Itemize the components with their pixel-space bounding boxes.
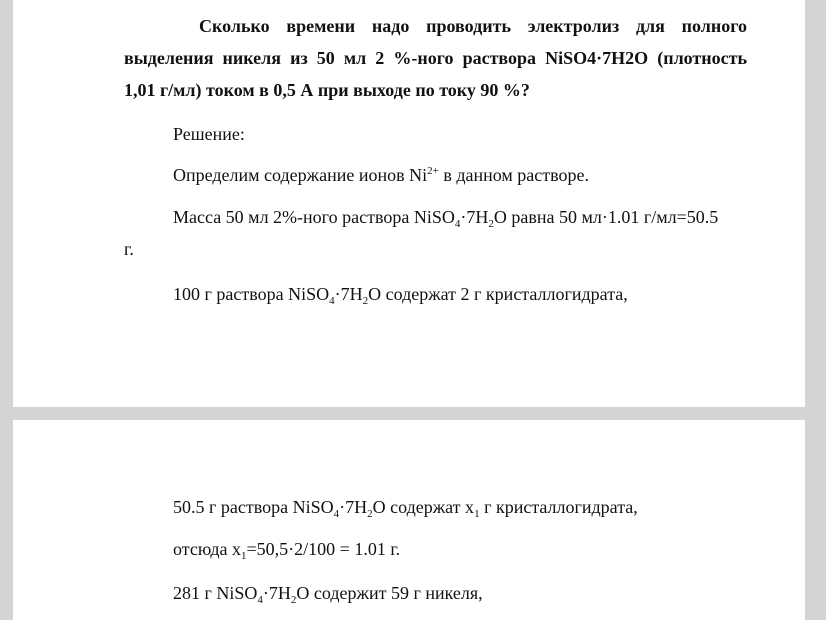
subscript-x1: 1 bbox=[474, 508, 480, 520]
hence-text-a: отсюда x bbox=[173, 539, 242, 559]
intro-text: Определим содержание ионов Ni bbox=[173, 165, 428, 185]
ion-charge: 2+ bbox=[427, 165, 439, 177]
hence-line bbox=[173, 537, 400, 561]
nickel-text-a: 281 г NiSO bbox=[173, 583, 258, 603]
solution-heading: Решение: bbox=[173, 124, 245, 144]
fifty-text-a: 50.5 г раствора NiSO bbox=[173, 497, 334, 517]
subscript-2: 2 bbox=[362, 295, 369, 307]
fifty-grams-line bbox=[173, 495, 638, 519]
fifty-text-c: O содержат x bbox=[372, 497, 475, 517]
hundred-text-b: ·7H bbox=[334, 284, 363, 304]
fifty-text-b: ·7H bbox=[339, 497, 368, 517]
subscript-4: 4 bbox=[257, 594, 263, 606]
fifty-text-d: г кристаллогидрата, bbox=[479, 497, 638, 517]
subscript-4: 4 bbox=[333, 508, 340, 520]
hence-text-b: =50,5·2/100 = 1.01 г. bbox=[246, 539, 401, 559]
subscript-2: 2 bbox=[290, 594, 297, 606]
hundred-text-a: 100 г раствора NiSO bbox=[173, 284, 330, 304]
nickel-text-c: O содержит 59 г никеля, bbox=[296, 583, 483, 603]
subscript-2: 2 bbox=[488, 218, 494, 230]
document-page-1 bbox=[13, 0, 805, 407]
hundred-text-c: O содержат 2 г кристаллогидрата, bbox=[368, 284, 628, 304]
problem-line-2: выделения никеля из 50 мл 2 %-ного раствора NiSO4·7H2O (плотность bbox=[124, 48, 747, 68]
subscript-4: 4 bbox=[454, 218, 461, 230]
problem-line-1: Сколько времени надо проводить электролиз для полного bbox=[199, 16, 747, 36]
mass-line-continuation: г. bbox=[124, 239, 134, 259]
mass-text-b: ·7H bbox=[460, 207, 489, 227]
intro-tail: в данном растворе. bbox=[438, 165, 589, 185]
document-page-2 bbox=[13, 420, 805, 620]
problem-line-3: 1,01 г/мл) током в 0,5 А при выходе по току 90 %? bbox=[124, 80, 530, 100]
hundred-grams-line bbox=[173, 282, 628, 306]
subscript-4: 4 bbox=[329, 295, 335, 307]
mass-text-a: Масса 50 мл 2%-ного раствора NiSO bbox=[173, 207, 455, 227]
subscript-2: 2 bbox=[367, 508, 373, 520]
solution-intro bbox=[173, 163, 589, 187]
subscript-x1: 1 bbox=[241, 550, 247, 562]
mass-line bbox=[173, 205, 718, 229]
mass-text-c: O равна 50 мл·1.01 г/мл=50.5 bbox=[493, 207, 719, 227]
nickel-text-b: ·7H bbox=[262, 583, 291, 603]
nickel-content-line bbox=[173, 581, 483, 605]
